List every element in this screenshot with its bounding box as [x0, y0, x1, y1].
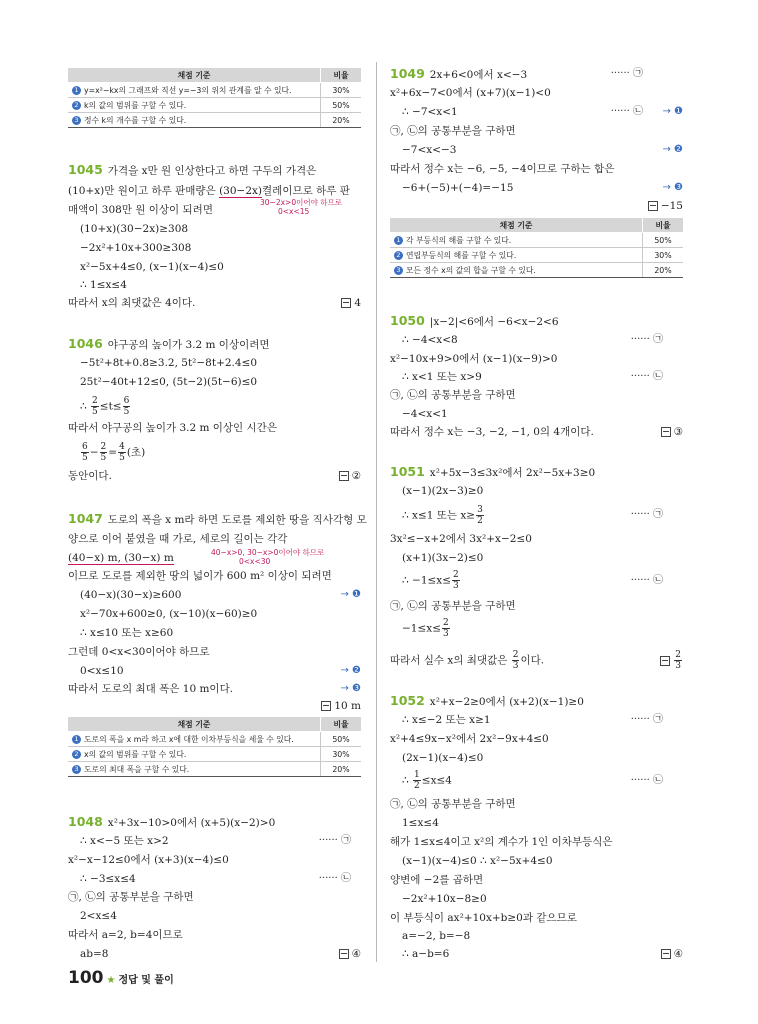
- table-row: 3 모든 정수 x의 값의 합을 구할 수 있다. 20%: [390, 263, 683, 278]
- problem-number: 1049: [390, 66, 425, 81]
- column-divider: [376, 62, 377, 962]
- answer-1051: $\frac{2}{3}$: [660, 650, 683, 671]
- answer-box-icon: [660, 656, 670, 666]
- answer-1050: ③: [661, 425, 683, 439]
- circled-number-icon: 2: [72, 101, 81, 110]
- circled-number-icon: 3: [394, 266, 403, 275]
- margin-note: 40−x>0, 30−x>0이어야 하므로 0<x<30: [211, 548, 325, 566]
- answer-box-icon: [341, 298, 351, 308]
- problem-number: 1052: [390, 693, 425, 708]
- problem-number: 1048: [68, 814, 103, 829]
- problem-number: 1045: [68, 162, 103, 177]
- table-row: 3 도로의 최대 폭을 구할 수 있다. 20%: [68, 762, 361, 777]
- answer-box-icon: [339, 471, 349, 481]
- answer-1046: ②: [339, 469, 361, 483]
- answer-1052: ④: [661, 947, 683, 961]
- circled-number-icon: 1: [394, 236, 403, 245]
- page-footer: [68, 968, 174, 988]
- circled-number-icon: 2: [394, 251, 403, 260]
- circled-number-icon: 1: [72, 86, 81, 95]
- answer-box-icon: [321, 701, 331, 711]
- page-number: 100: [68, 968, 104, 988]
- margin-note: 30−2x>0이어야 하므로 0<x<15: [260, 198, 342, 216]
- problem-number: 1050: [390, 313, 425, 328]
- footer-label: 정답 및 풀이: [118, 975, 174, 986]
- table-row: 1 각 부등식의 해를 구할 수 있다. 50%: [390, 233, 683, 248]
- table-row: 1 도로의 폭을 x m라 하고 x에 대한 이차부등식을 세울 수 있다. 50%: [68, 732, 361, 747]
- circled-number-icon: 1: [72, 735, 81, 744]
- grading-table-1044: [68, 68, 361, 128]
- table-header-criteria: 채점 기준: [68, 68, 321, 83]
- problem-number: 1051: [390, 464, 425, 479]
- table-row: 2 k의 값의 범위를 구할 수 있다. 50%: [68, 98, 361, 113]
- circled-number-icon: 3: [72, 765, 81, 774]
- answer-1049: −15: [648, 199, 683, 213]
- star-icon: ★: [106, 975, 116, 986]
- answer-box-icon: [339, 949, 349, 959]
- problem-number: 1046: [68, 336, 103, 351]
- table-row: 1 y=x²−kx의 그래프와 직선 y=−3의 위치 관계를 알 수 있다. 30%: [68, 83, 361, 98]
- table-row: 2 연립부등식의 해를 구할 수 있다. 30%: [390, 248, 683, 263]
- table-header-ratio: 비율: [321, 68, 362, 83]
- grading-table-1047: 채점 기준 비율 1 도로의 폭을 x m라 하고 x에 대한 이차부등식을 세울 수 있다. 50% 2 x의 값의 범위를 구할 수 있다. 30% 3 도로의 최대 폭을 구할 수 있다. 20%: [68, 717, 361, 777]
- problem-number: 1047: [68, 511, 103, 526]
- circled-number-icon: 3: [72, 116, 81, 125]
- table-row: 3 정수 k의 개수를 구할 수 있다. 20%: [68, 113, 361, 128]
- answer-1045: 4: [341, 296, 361, 310]
- table-row: 2 x의 값의 범위를 구할 수 있다. 30%: [68, 747, 361, 762]
- answer-box-icon: [661, 949, 671, 959]
- answer-box-icon: [648, 201, 658, 211]
- answer-1047: 10 m: [321, 699, 361, 713]
- circled-number-icon: 2: [72, 750, 81, 759]
- answer-box-icon: [661, 427, 671, 437]
- answer-1048: ④: [339, 947, 361, 961]
- grading-table-1049: 채점 기준 비율 1 각 부등식의 해를 구할 수 있다. 50% 2 연립부등식의 해를 구할 수 있다. 30% 3 모든 정수 x의 값의 합을 구할 수 있다. 20%: [390, 218, 683, 278]
